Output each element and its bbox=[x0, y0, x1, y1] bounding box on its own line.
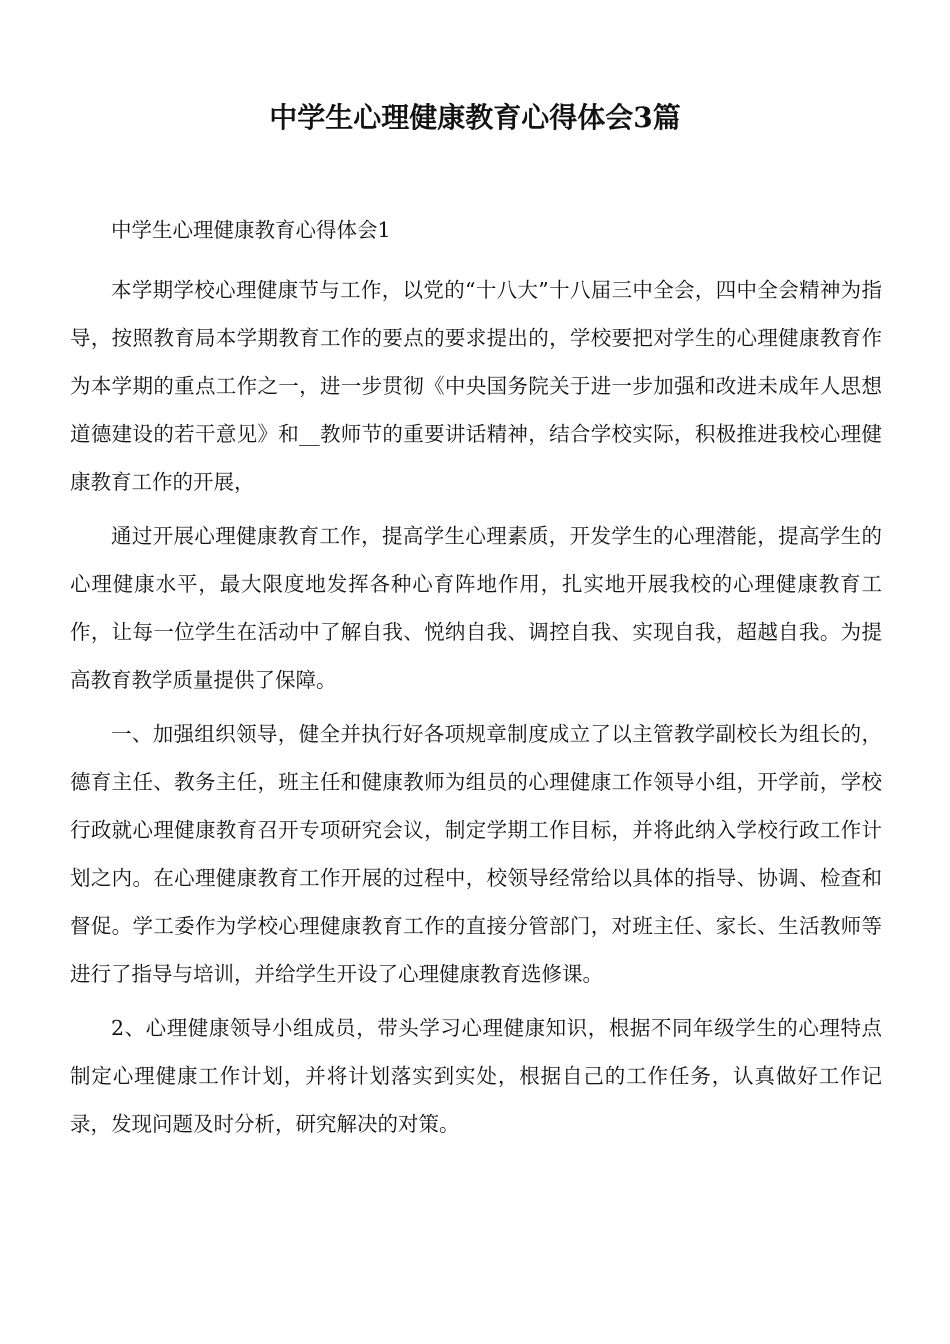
document-body bbox=[70, 206, 882, 1148]
paragraph-1: 本学期学校心理健康节与工作，以党的“十八大”十八届三中全会，四中全会精神为指导，按照教育局本学期教育工作的要点的要求提出的，学校要把对学生的心理健康教育作为本学期的重点工作之一，进一步贯彻《中央国务院关于进一步加强和改进未成年人思想道德建设的若干意见》和__教师节的重要讲话精神，结合学校实际，积极推进我校心理健康教育工作的开展， bbox=[70, 278, 882, 494]
paragraph-3: 一、加强组织领导，健全并执行好各项规章制度成立了以主管教学副校长为组长的，德育主任、教务主任，班主任和健康教师为组员的心理健康工作领导小组，开学前，学校行政就心理健康教育召开专项研究会议，制定学期工作目标，并将此纳入学校行政工作计划之内。在心理健康教育工作开展的过程中，校领导经常给以具体的指导、协调、检查和督促。学工委作为学校心理健康教育工作的直接分管部门，对班主任、家长、生活教师等进行了指导与培训，并给学生开设了心理健康教育选修课。 bbox=[70, 722, 882, 986]
paragraph-4: 2、心理健康领导小组成员，带头学习心理健康知识，根据不同年级学生的心理特点制定心理健康工作计划，并将计划落实到实处，根据自己的工作任务，认真做好工作记录，发现问题及时分析，研究解决的对策。 bbox=[70, 1016, 882, 1136]
section-heading: 中学生心理健康教育心得体会1 bbox=[111, 218, 391, 242]
document-title: 中学生心理健康教育心得体会3篇 bbox=[269, 101, 681, 134]
paragraph-2: 通过开展心理健康教育工作，提高学生心理素质，开发学生的心理潜能，提高学生的心理健康水平，最大限度地发挥各种心育阵地作用，扎实地开展我校的心理健康教育工作，让每一位学生在活动中了解自我、悦纳自我、调控自我、实现自我，超越自我。为提高教育教学质量提供了保障。 bbox=[70, 524, 882, 692]
